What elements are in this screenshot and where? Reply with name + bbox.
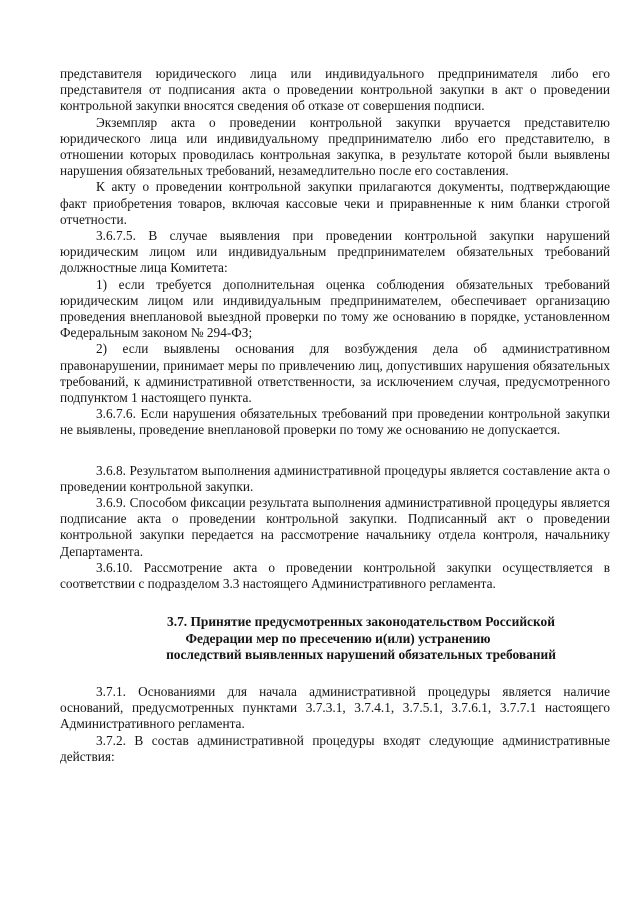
paragraph-3-6-9: 3.6.9. Способом фиксации результата выполнения административной процедуры является подписание акта о проведении контрольной закупки. Подписанный акт о проведении контрольной закупки передается на рассмотрение начальнику отдела контроля, начальнику Департамента. [60, 495, 610, 559]
paragraph-act-copy-delivery: Экземпляр акта о проведении контрольной закупки вручается представителю юридического лица или индивидуальному предпринимателю либо его представителю, в отношении которых проводилась контрольная закупка, в результате которой были выявлены нарушения обязательных требований, незамедлительно после его составления. [60, 114, 610, 179]
section-heading-line-3: последствий выявленных нарушений обязательных требований [166, 646, 556, 662]
document-page [60, 66, 610, 765]
paragraph-3-6-10: 3.6.10. Рассмотрение акта о проведении контрольной закупки осуществляется в соответствии с подразделом 3.3 настоящего Административного регламента. [60, 559, 610, 592]
paragraph-refusal-signature: представителя юридического лица или индивидуального предпринимателя либо его представителя от подписания акта о проведении контрольной закупки в акт о проведении контрольной закупки вносятся сведения об отказе от совершения подписи. [60, 66, 610, 114]
paragraph-3-7-2: 3.7.2. В состав административной процедуры входят следующие административные действия: [60, 732, 610, 764]
section-heading-line-2: Федерации мер по пресечению и(или) устранению [185, 630, 491, 646]
paragraph-3-7-1: 3.7.1. Основаниями для начала административной процедуры является наличие оснований, предусмотренных пунктами 3.7.3.1, 3.7.4.1, 3.7.5.1, 3.7.6.1, 3.7.7.1 настоящего Административного регламента. [60, 683, 610, 732]
paragraph-3-6-7-5-item-2: 2) если выявлены основания для возбуждения дела об административном правонарушении, принимает меры по привлечению лиц, допустивших нарушения обязательных требований, к административной ответственности, за исключением случая, предусмотренного подпунктом 1 настоящего пункта. [60, 341, 610, 406]
paragraph-3-6-7-6: 3.6.7.6. Если нарушения обязательных требований при проведении контрольной закупки не выявлены, проведение внеплановой проверки по тому же основанию не допускается. [60, 406, 610, 438]
paragraph-3-6-7-5-item-1: 1) если требуется дополнительная оценка соблюдения обязательных требований юридическим лицом или индивидуальным предпринимателем, обеспечивает организацию проведения внеплановой выездной проверки по тому же основанию в порядке, установленном Федеральным законом № 294-ФЗ; [60, 276, 610, 341]
section-heading-3-7 [60, 614, 610, 663]
paragraph-3-6-8: 3.6.8. Результатом выполнения административной процедуры является составление акта о проведении контрольной закупки. [60, 462, 610, 494]
section-heading-line-1: 3.7. Принятие предусмотренных законодательством Российской [167, 614, 555, 630]
paragraph-3-6-7-5: 3.6.7.5. В случае выявления при проведении контрольной закупки нарушений юридическим лицом или индивидуальным предпринимателем обязательных требований должностные лица Комитета: [60, 228, 610, 276]
paragraph-act-attachments: К акту о проведении контрольной закупки прилагаются документы, подтверждающие факт приобретения товаров, включая кассовые чеки и приравненные к ним бланки строгой отчетности. [60, 179, 610, 227]
